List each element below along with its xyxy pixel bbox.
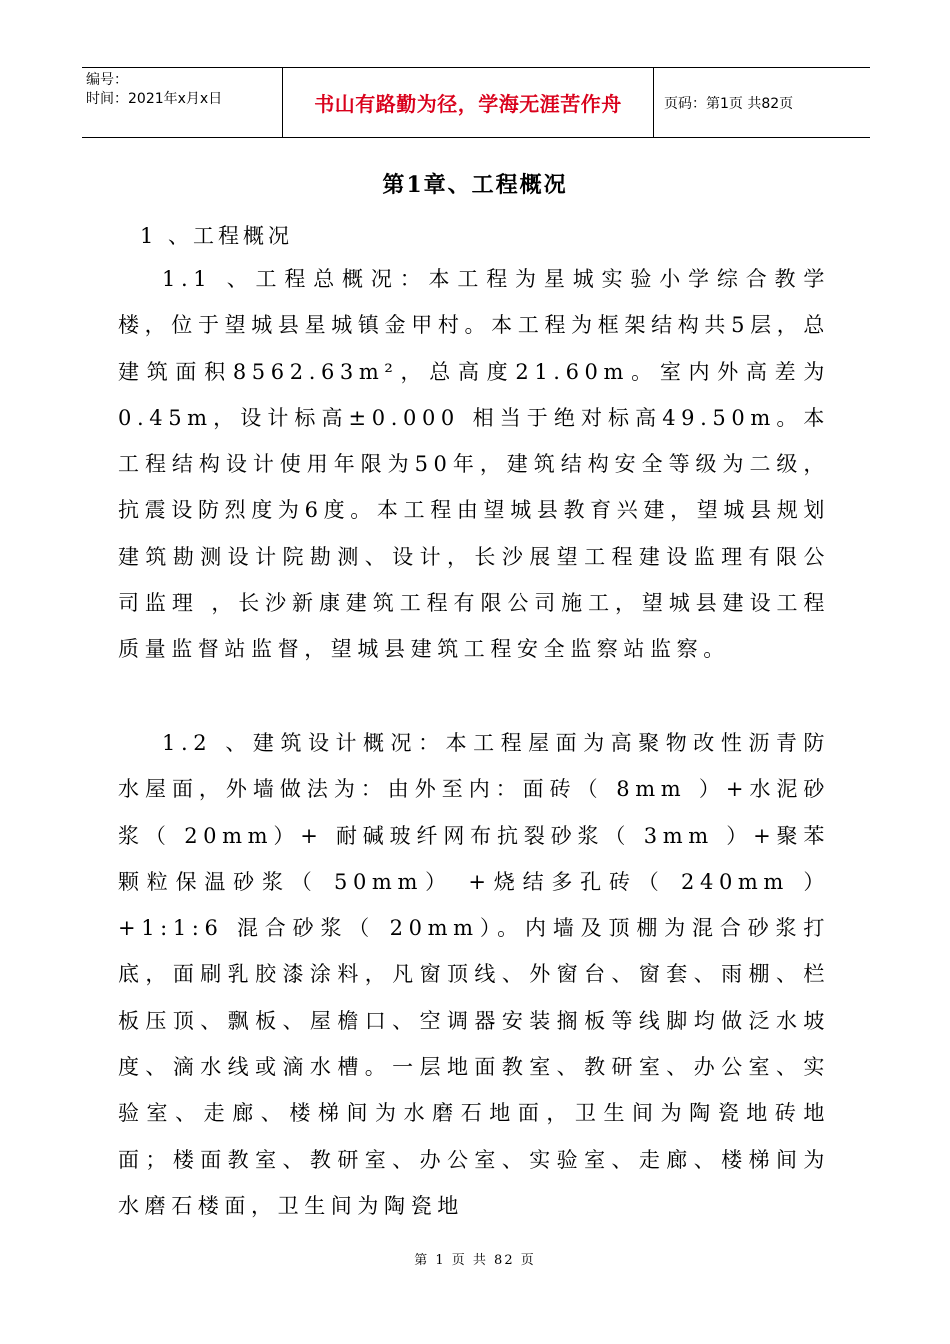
page-header xyxy=(82,67,870,138)
page-footer: 第 1 页 共 82 页 xyxy=(414,1253,536,1268)
section-title: 1 、工程概况 xyxy=(140,224,294,248)
time-label: 时间：2021年x月x日 xyxy=(86,91,223,107)
header-page-info: 页码：第1页 共82页 xyxy=(664,95,794,112)
header-motto: 书山有路勤为径，学海无涯苦作舟 xyxy=(282,68,654,137)
number-label: 编号： xyxy=(86,72,128,88)
chapter-title: 第1章、工程概况 xyxy=(382,172,568,198)
header-meta xyxy=(82,68,282,137)
paragraph-architectural-design: 1.2 、建筑设计概况：本工程屋面为高聚物改性沥青防水屋面，外墙做法为：由外至内：面砖（ 8mm ）+水泥砂浆（ 20mm）+ 耐碱玻纤网布抗裂砂浆（ 3mm ）+聚苯颗粒保温砂浆（ 50mm） +烧结多孔砖（ 240mm ） +1:1:6 混合砂浆（ 20mm）。内墙及顶棚为混合砂浆打底，面刷乳胶漆涂料，凡窗顶线、外窗台、窗套、雨棚、栏板压顶、飘板、屋檐口、空调器安装搁板等线脚均做泛水坡度、滴水线或滴水槽。一层地面教室、教研室、办公室、实验室、走廊、楼梯间为水磨石地面，卫生间为陶瓷地砖地面；楼面教室、教研室、办公室、实验室、走廊、楼梯间为水磨石楼面，卫生间为陶瓷地 xyxy=(118,731,830,1218)
paragraph-project-overview: 1.1 、工程总概况：本工程为星城实验小学综合教学楼，位于望城县星城镇金甲村。本工程为框架结构共5层，总建筑面积8562.63m²，总高度21.60m。室内外高差为0.45m，设计标高±0.000 相当于绝对标高49.50m。本工程结构设计使用年限为50年，建筑结构安全等级为二级，抗震设防烈度为6度。本工程由望城县教育兴建，望城县规划建筑勘测设计院勘测、设计，长沙展望工程建设监理有限公司监理 ，长沙新康建筑工程有限公司施工，望城县建设工程质量监督站监督，望城县建筑工程安全监察站监察。 xyxy=(118,267,830,662)
